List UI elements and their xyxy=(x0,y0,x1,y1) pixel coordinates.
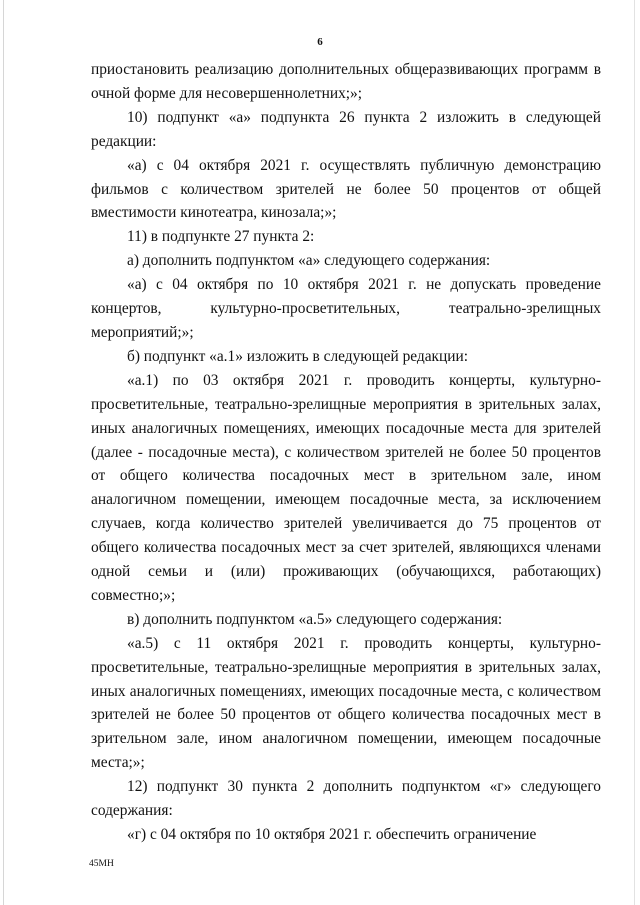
paragraph: б) подпункт «а.1» изложить в следующей редакции: xyxy=(127,347,469,365)
scan-edge-left xyxy=(3,0,4,905)
page-number: 6 xyxy=(317,36,323,48)
paragraph: 10) подпункт «а» подпункта 26 пункта 2 изложить в следующей редакции: xyxy=(91,108,601,150)
paragraph: «а) с 04 октября 2021 г. осуществлять публичную демонстрацию фильмов с количеством зрителей не более 50 процентов от общей вместимости кинотеатра, кинозала;»; xyxy=(91,156,601,222)
paragraph: 11) в подпункте 27 пункта 2: xyxy=(127,228,315,246)
paragraph: «а.1) по 03 октября 2021 г. проводить концерты, культурно-просветительные, театрально-зрелищные мероприятия в зрительных залах, иных аналогичных помещениях, имеющих посадочные места для зрителей (далее - посадочные места), с количеством зрителей не более 50 процентов от общего количества посадочных мест в зрительном зале, ином аналогичном помещении, имеющем посадочные места, за исключением случаев, когда количество зрителей увеличивается до 75 процентов от общего количества посадочных мест за счет зрителей, являющихся членами одной семьи и (или) проживающих (обучающихся, работающих) совместно;»; xyxy=(91,371,601,604)
paragraph: в) дополнить подпунктом «а.5» следующего содержания: xyxy=(127,610,503,628)
paragraph: 12) подпункт 30 пункта 2 дополнить подпунктом «г» следующего содержания: xyxy=(91,778,601,820)
body-text xyxy=(91,58,601,847)
paragraph: приостановить реализацию дополнительных общеразвивающих программ в очной форме для несовершеннолетних;»; xyxy=(91,61,601,102)
footer-code: 45МН xyxy=(89,859,114,869)
paragraph: «а) с 04 октября по 10 октября 2021 г. не допускать проведение концертов, культурно-просветительных, театрально-зрелищных мероприятий;»; xyxy=(91,276,601,341)
paragraph: а) дополнить подпунктом «а» следующего содержания: xyxy=(127,252,491,270)
scan-edge-right xyxy=(634,0,635,905)
paragraph: «а.5) с 11 октября 2021 г. проводить концерты, культурно-просветительные, театрально-зрелищные мероприятия в зрительных залах, иных аналогичных помещениях, имеющих посадочные места, с количеством зрителей не более 50 процентов от общего количества посадочных мест в зрительном зале, ином аналогичном помещении, имеющем посадочные места;»; xyxy=(91,634,601,772)
paragraph: «г) с 04 октября по 10 октября 2021 г. обеспечить ограничение xyxy=(127,826,537,843)
